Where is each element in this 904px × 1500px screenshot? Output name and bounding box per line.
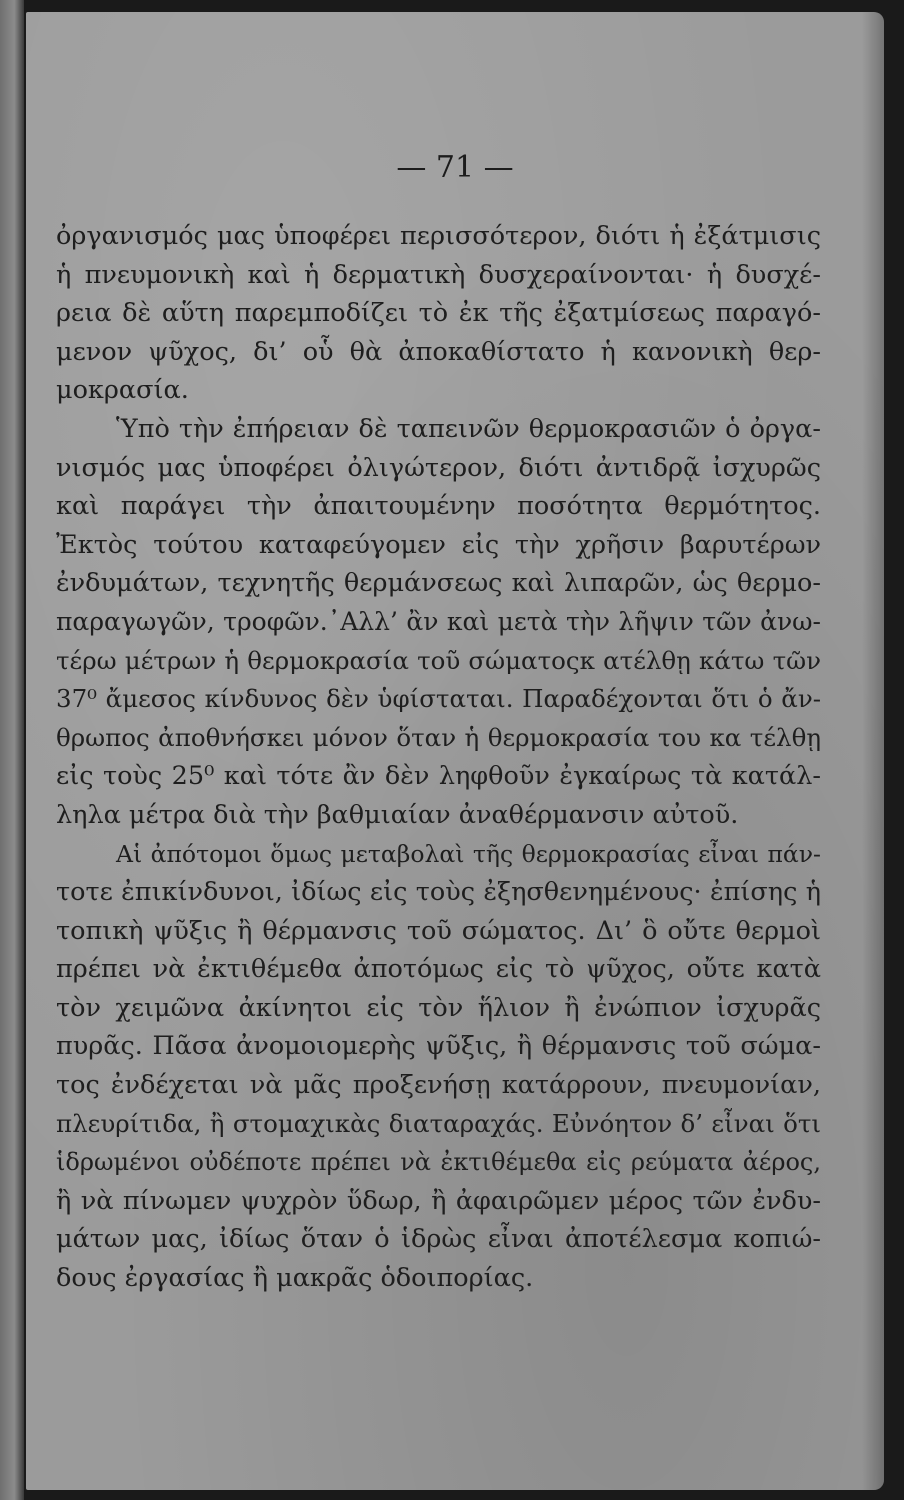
- text-line: θρωπος ἀποθνήσκει μόνον ὅταν ἡ θερμοκρασία του κα τέλθῃ: [56, 722, 821, 752]
- page-number: — 71 —: [396, 150, 514, 185]
- previous-page-edge: [0, 0, 24, 1500]
- text-line: ρεια δὲ αὕτη παρεμποδίζει τὸ ἐκ τῆς ἐξατμίσεως παραγό-: [56, 298, 821, 329]
- text-line: τοτε ἐπικίνδυνοι, ἰδίως εἰς τοὺς ἐξησθενημένους· ἐπίσης ἡ: [56, 877, 821, 908]
- text-line: τος ἐνδέχεται νὰ μᾶς προξενήσῃ κατάρρουν, πνευμονίαν,: [56, 1070, 821, 1101]
- text-line: ἐνδυμάτων, τεχνητῆς θερμάνσεως καὶ λιπαρῶν, ὡς θερμο-: [56, 568, 821, 599]
- text-line: ἢ νὰ πίνωμεν ψυχρὸν ὕδωρ, ἢ ἀφαιρῶμεν μέρος τῶν ἐνδυ-: [56, 1185, 821, 1216]
- page-edge-shadow: [862, 12, 884, 1490]
- text-line: τοπικὴ ψῦξις ἢ θέρμανσις τοῦ σώματος. Δι’ ὃ οὔτε θερμοὶ: [56, 915, 821, 946]
- text-line: πυρᾶς. Πᾶσα ἀνομοιομερὴς ψῦξις, ἢ θέρμανσις τοῦ σώμα-: [56, 1031, 821, 1062]
- text-line: πλευρίτιδα, ἢ στομαχικὰς διαταραχάς. Εὐνόητον δ’ εἶναι ὅτι: [56, 1108, 821, 1138]
- text-line: δους ἐργασίας ἢ μακρᾶς ὁδοιπορίας.: [56, 1263, 534, 1294]
- text-line: Ἐκτὸς τούτου καταφεύγομεν εἰς τὴν χρῆσιν βαρυτέρων: [56, 529, 821, 560]
- text-line: εἰς τοὺς 25⁰ καὶ τότε ἂν δὲν ληφθοῦν ἐγκαίρως τὰ κατάλ-: [56, 761, 821, 792]
- text-line: μοκρασία.: [56, 375, 189, 406]
- text-line: ἡ πνευμονικὴ καὶ ἡ δερματικὴ δυσχεραίνονται· ἡ δυσχέ-: [56, 259, 821, 290]
- text-line: 37⁰ ἄμεσος κίνδυνος δὲν ὑφίσταται. Παραδέχονται ὅτι ὁ ἄν-: [56, 684, 821, 714]
- text-line: νισμός μας ὑποφέρει ὀλιγώτερον, διότι ἀντιδρᾷ ἰσχυρῶς: [56, 452, 821, 483]
- text-line: Αἱ ἀπότομοι ὅμως μεταβολαὶ τῆς θερμοκρασίας εἶναι πάν-: [116, 839, 821, 868]
- text-line: μενον ψῦχος, δι’ οὗ θὰ ἀποκαθίστατο ἡ κανονικὴ θερ-: [56, 336, 821, 367]
- text-line: ἱδρωμένοι οὐδέποτε πρέπει νὰ ἐκτιθέμεθα εἰς ρεύματα ἀέρος,: [56, 1148, 821, 1177]
- body-text: [56, 217, 821, 1298]
- text-line: τέρω μέτρων ἡ θερμοκρασία τοῦ σώματοςκ ατέλθῃ κάτω τῶν: [56, 645, 821, 675]
- text-line: ὀργανισμός μας ὑποφέρει περισσότερον, διότι ἡ ἐξάτμισις: [56, 221, 821, 251]
- text-line: πρέπει νὰ ἐκτιθέμεθα ἀποτόμως εἰς τὸ ψῦχος, οὔτε κατὰ: [56, 954, 821, 985]
- text-line: τὸν χειμῶνα ἀκίνητοι εἰς τὸν ἥλιον ἢ ἐνώπιον ἰσχυρᾶς: [56, 992, 821, 1023]
- text-line: Ὑπὸ τὴν ἐπήρειαν δὲ ταπεινῶν θερμοκρασιῶν ὁ ὀργα-: [116, 413, 821, 444]
- text-line: μάτων μας, ἰδίως ὅταν ὁ ἱδρὼς εἶναι ἀποτέλεσμα κοπιώ-: [56, 1224, 821, 1255]
- page-sheet: [26, 12, 884, 1490]
- text-line: ληλα μέτρα διὰ τὴν βαθμιαίαν ἀναθέρμανσιν αὐτοῦ.: [56, 799, 739, 830]
- text-line: παραγωγῶν, τροφῶν.᾿Αλλ’ ἂν καὶ μετὰ τὴν λῆψιν τῶν ἀνω-: [56, 606, 821, 636]
- text-line: καὶ παράγει τὴν ἀπαιτουμένην ποσότητα θερμότητος.: [56, 491, 821, 522]
